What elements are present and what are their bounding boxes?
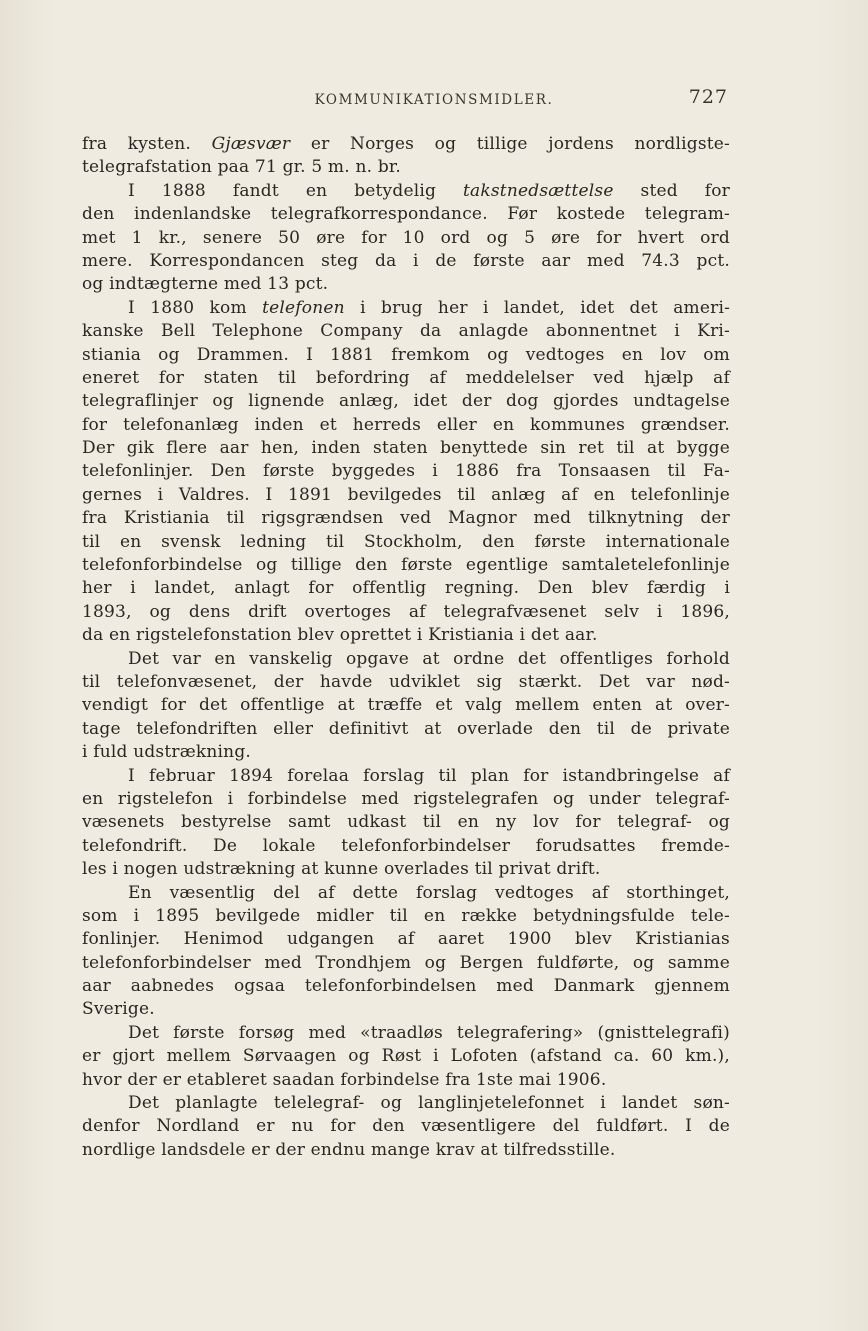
text-line: for telefonanlæg inden et herreds eller en kommunes grændser. bbox=[82, 414, 730, 435]
text-line: met 1 kr., senere 50 øre for 10 ord og 5 øre for hvert ord bbox=[82, 227, 730, 248]
text-line: telefondrift. De lokale telefonforbindelser forudsattes fremde- bbox=[82, 835, 730, 856]
text-line: Det planlagte telelegraf- og langlinjetelefonnet i landet søn- bbox=[128, 1093, 730, 1114]
page-header bbox=[0, 86, 868, 112]
text-line: 1893, og dens drift overtoges af telegrafvæsenet selv i 1896, bbox=[82, 601, 730, 622]
text-line: I februar 1894 forelaa forslag til plan for istandbringelse af bbox=[128, 765, 730, 786]
text-line: væsenets bestyrelse samt udkast til en ny lov for telegraf- og bbox=[82, 812, 730, 833]
text-line: telefonlinjer. Den første byggedes i 1886 fra Tonsaasen til Fa- bbox=[82, 461, 730, 482]
text-line: telegraflinjer og lignende anlæg, idet der dog gjordes undtagelse bbox=[82, 391, 730, 412]
text-line: Sverige. bbox=[82, 999, 155, 1020]
text-span: sted for bbox=[640, 180, 731, 201]
body-text bbox=[82, 133, 730, 1162]
text-line: les i nogen udstrækning at kunne overlades til privat drift. bbox=[82, 859, 601, 880]
text-line: Det første forsøg med «traadløs telegrafering» (gnisttelegrafi) bbox=[128, 1022, 730, 1043]
text-line: gernes i Valdres. I 1891 bevilgedes til anlæg af en telefonlinje bbox=[82, 484, 730, 505]
page-number: 727 bbox=[688, 86, 728, 108]
text-line: telefonforbindelser med Trondhjem og Bergen fuldførte, og samme bbox=[82, 952, 730, 973]
text-span: I 1880 kom bbox=[128, 297, 247, 318]
text-line: som i 1895 bevilgede midler til en række betydningsfulde tele- bbox=[82, 905, 730, 926]
running-head: KOMMUNIKATIONSMIDLER. bbox=[314, 92, 554, 108]
text-line: Det var en vanskelig opgave at ordne det offentliges forhold bbox=[128, 648, 730, 669]
text-line bbox=[82, 133, 730, 156]
text-span: I 1888 fandt en betydelig bbox=[128, 180, 437, 201]
text-line: her i landet, anlagt for offentlig regning. Den blev færdig i bbox=[82, 578, 730, 599]
text-line: da en rigstelefonstation blev oprettet i Kristiania i det aar. bbox=[82, 625, 598, 646]
text-line: er gjort mellem Sørvaagen og Røst i Lofoten (afstand ca. 60 km.), bbox=[82, 1046, 730, 1067]
text-line: stiania og Drammen. I 1881 fremkom og vedtoges en lov om bbox=[82, 344, 730, 365]
text-span: i brug her i landet, idet det ameri- bbox=[360, 297, 731, 318]
italic-term-gjaesvaer: Gjæsvær bbox=[211, 134, 291, 154]
text-line: en rigstelefon i forbindelse med rigstelegrafen og under telegraf- bbox=[82, 788, 730, 809]
text-span: fra kysten. bbox=[82, 134, 192, 154]
text-line: tage telefondriften eller definitivt at overlade den til de private bbox=[82, 718, 730, 739]
text-line: nordlige landsdele er der endnu mange krav at tilfredsstille. bbox=[82, 1139, 616, 1160]
italic-term-telefonen: telefonen bbox=[262, 297, 345, 318]
text-line bbox=[82, 180, 730, 203]
text-line: vendigt for det offentlige at træffe et valg mellem enten at over- bbox=[82, 695, 730, 716]
italic-term-takstnedsaettelse: takstnedsættelse bbox=[463, 180, 614, 201]
text-line: kanske Bell Telephone Company da anlagde abonnentnet i Kri- bbox=[82, 321, 730, 342]
text-span: er Norges og tillige jordens nordligste- bbox=[310, 134, 730, 154]
text-line: fonlinjer. Henimod udgangen af aaret 1900 blev Kristianias bbox=[82, 929, 730, 950]
text-line: mere. Korrespondancen steg da i de første aar med 74.3 pct. bbox=[82, 250, 730, 271]
text-line: telegrafstation paa 71 gr. 5 m. n. br. bbox=[82, 157, 401, 178]
text-line: til en svensk ledning til Stockholm, den første internationale bbox=[82, 531, 730, 552]
text-line: En væsentlig del af dette forslag vedtoges af storthinget, bbox=[128, 882, 730, 903]
text-line: aar aabnedes ogsaa telefonforbindelsen med Danmark gjennem bbox=[82, 976, 730, 997]
text-line bbox=[82, 297, 730, 320]
text-line: i fuld udstrækning. bbox=[82, 742, 252, 763]
text-line: Der gik flere aar hen, inden staten benyttede sin ret til at bygge bbox=[82, 438, 730, 459]
text-line: og indtægterne med 13 pct. bbox=[82, 274, 329, 295]
text-line: den indenlandske telegrafkorrespondance. Før kostede telegram- bbox=[82, 204, 730, 225]
text-line: fra Kristiania til rigsgrændsen ved Magnor med tilknytning der bbox=[82, 508, 730, 529]
text-line: telefonforbindelse og tillige den første egentlige samtaletelefonlinje bbox=[82, 555, 730, 576]
text-line: denfor Nordland er nu for den væsentligere del fuldført. I de bbox=[82, 1116, 730, 1137]
text-line: eneret for staten til befordring af meddelelser ved hjælp af bbox=[82, 367, 730, 388]
text-line: til telefonvæsenet, der havde udviklet sig stærkt. Det var nød- bbox=[82, 671, 730, 692]
text-line: hvor der er etableret saadan forbindelse fra 1ste mai 1906. bbox=[82, 1069, 607, 1090]
